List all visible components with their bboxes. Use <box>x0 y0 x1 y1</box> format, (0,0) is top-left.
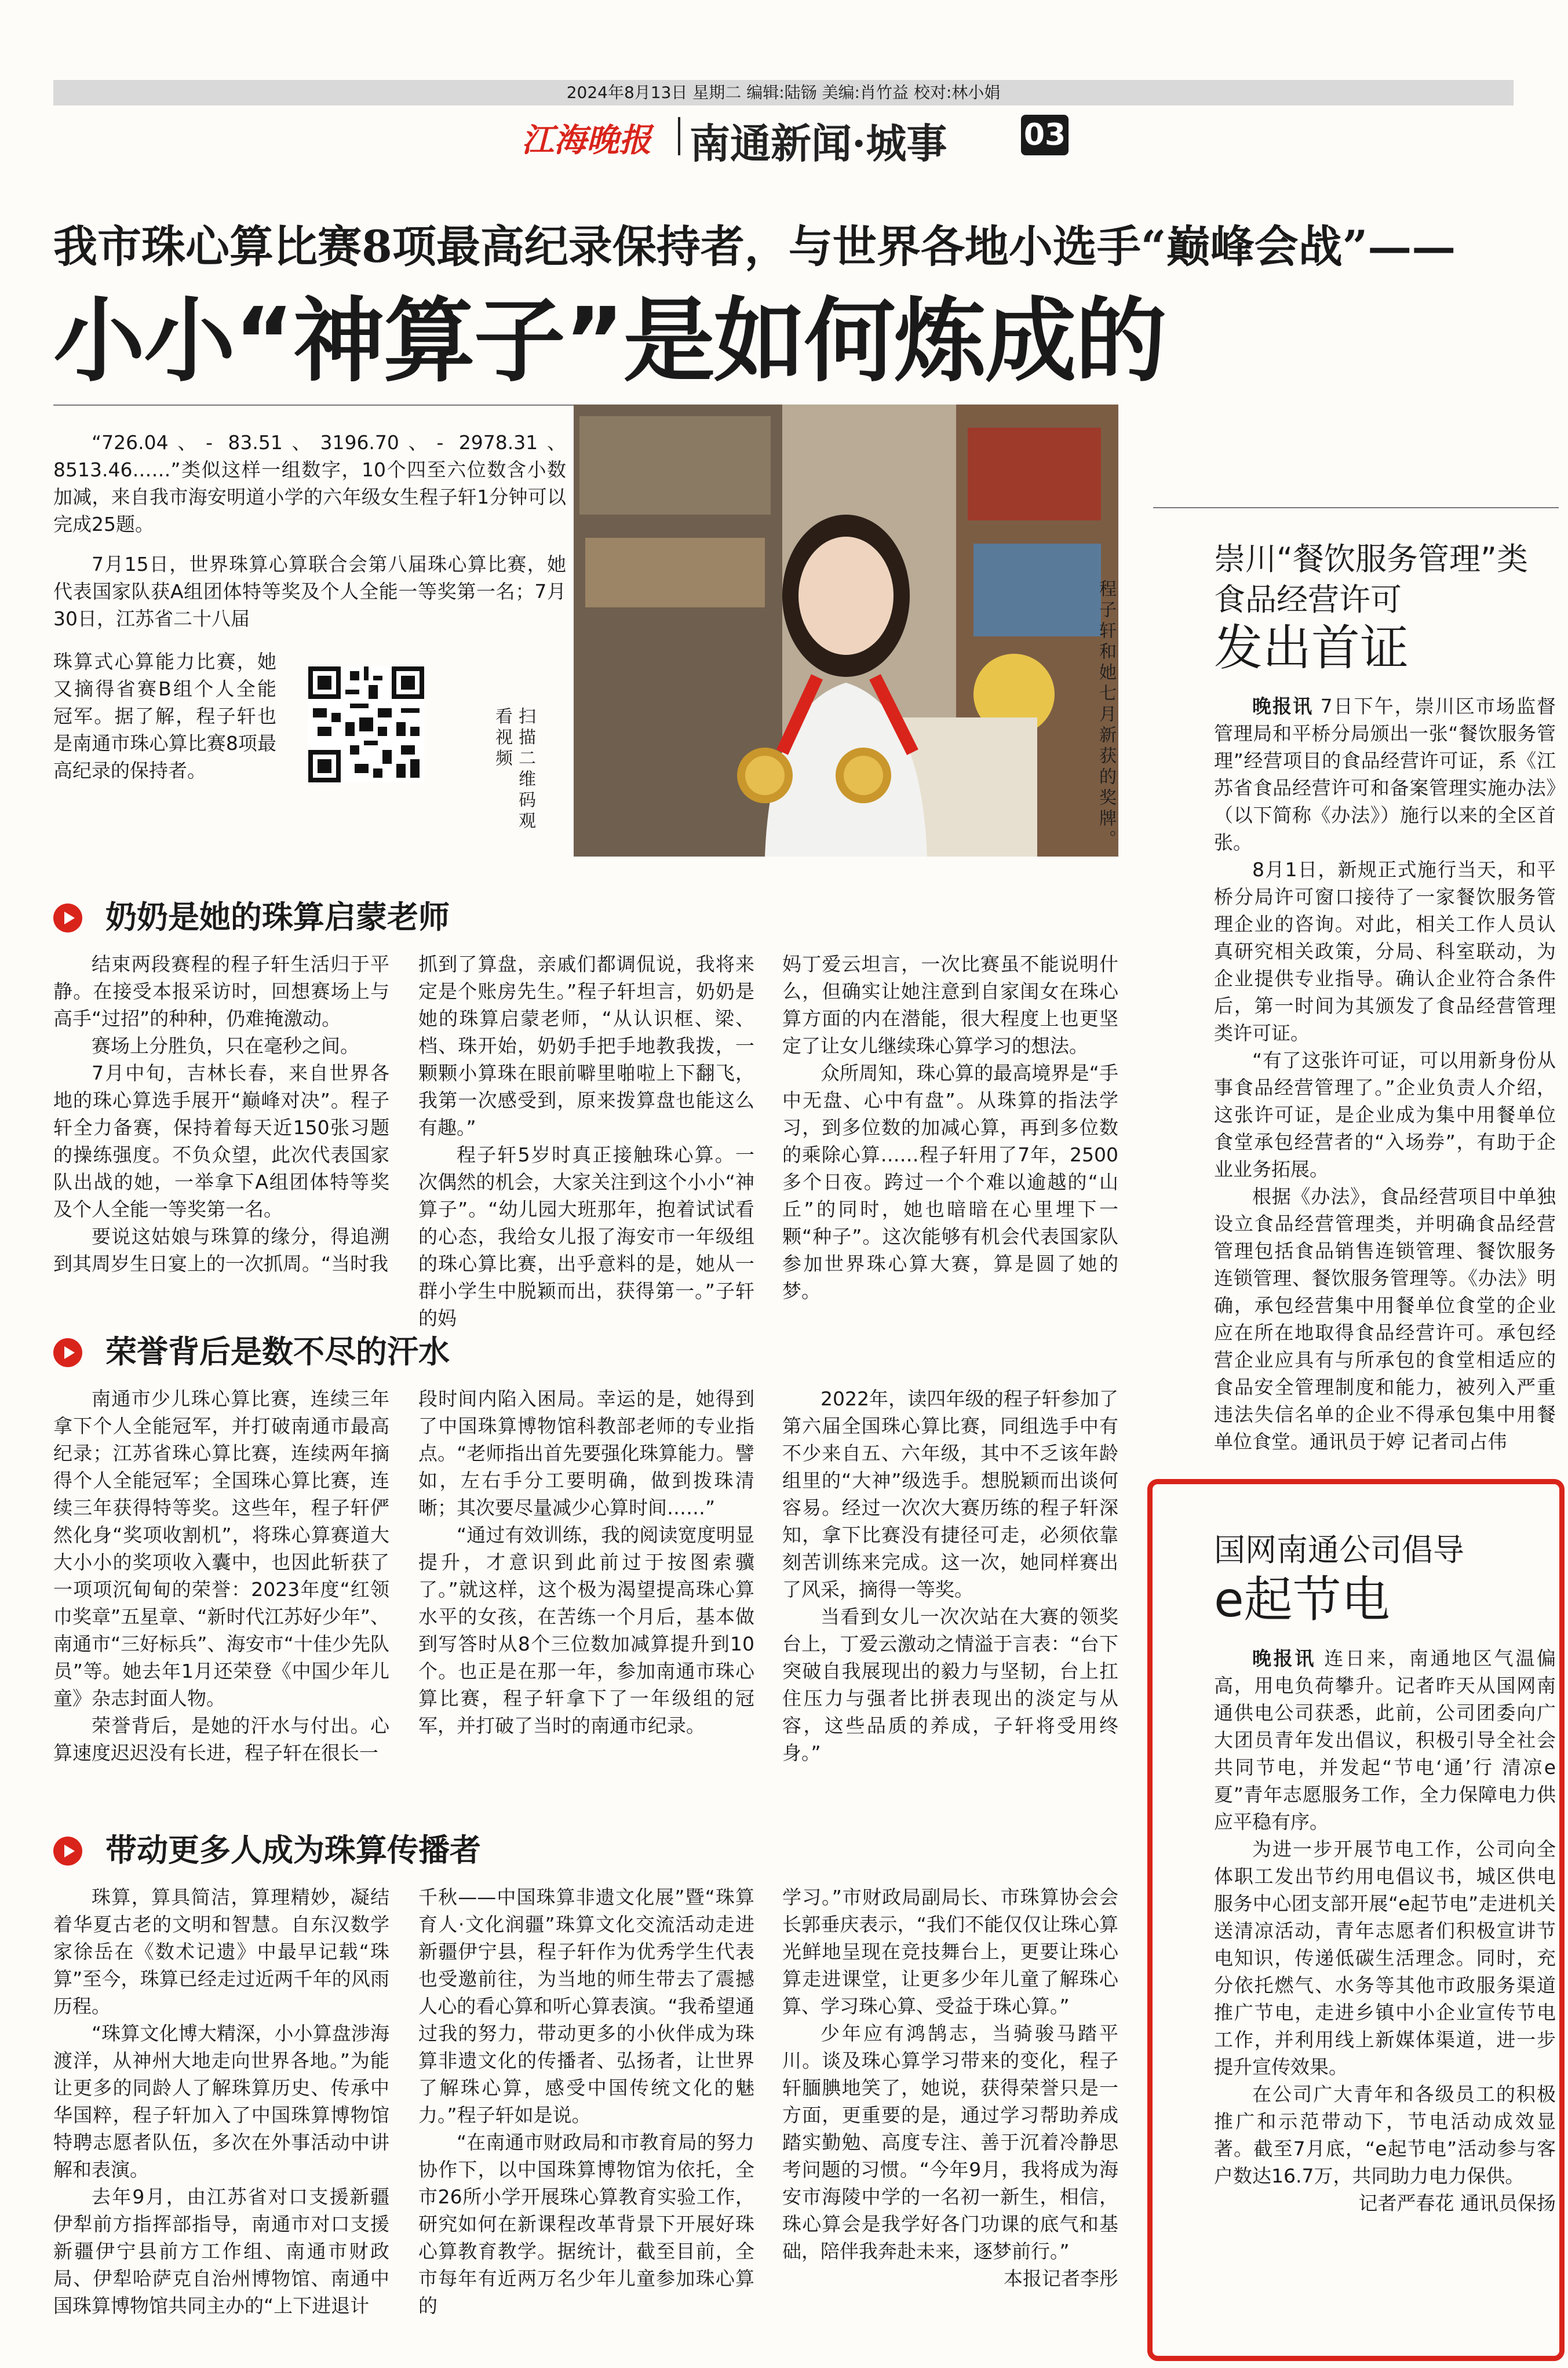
section1-col1: 结束两段赛程的程子轩生活归于平静。在接受本报采访时，回想赛场上与高手“过招”的种种，仍难掩激动。 赛场上分胜负，只在毫秒之间。 7月中旬，吉林长春，来自世界各地的珠心算选手展开“巅峰对决”。程子轩全力备赛，保持着每天近150张习题的操练强度。不负众望，此次代表国家队出战的她，一举拿下A组团体特等奖及个人全能一等奖第一名。 要说这姑娘与珠算的缘分，得追溯到其周岁生日宴上的一次抓周。“当时我 <box>53 953 389 1275</box>
section1-col2: 抓到了算盘，亲戚们都调侃说，我将来定是个账房先生。”程子轩坦言，奶奶是她的珠算启蒙老师，“从认识框、梁、档、珠开始，奶奶手把手地教我拨，一颗颗小算珠在眼前噼里啪啦上下翻飞，我第一次感受到，原来拨算盘也能这么有趣。” 程子轩5岁时真正接触珠心算。一次偶然的机会，大家关注到这个小小“神算子”。“幼儿园大班那年，抱着试试看的心态，我给女儿报了海安市一年级组的珠心算比赛，出乎意料的是，她从一群小学生中脱颖而出，获得第一。”子轩的妈 <box>418 953 754 1329</box>
section-heading-1: 奶奶是她的珠算启蒙老师 <box>53 892 450 937</box>
side1-body: 晚报讯 7日下午，崇川区市场监督管理局和平桥分局颁出一张“餐饮服务管理”经营项目的食品经营许可证，系《江苏省食品经营许可和备案管理实施办法》（以下简称《办法》）施行以来的全区首张。 8月1日，新规正式施行当天，和平桥分局许可窗口接待了一家餐饮服务管理企业的咨询。对此，相关工作人员认真研究相关政策，分局、科室联动，为企业提供专业指导。确认企业符合条件后，第一时间为其颁发了食品经营管理类许可证。 “有了这张许可证，可以用新身份从事食品经营管理了。”企业负责人介绍，这张许可证，是企业成为集中用餐单位食堂承包经营者的“入场券”，有助于企业业务拓展。 根据《办法》，食品经营项目中单独设立食品经营管理类，并明确食品经营管理包括食品销售连锁管理、餐饮服务连锁管理、餐饮服务管理等。《办法》明确，承包经营集中用餐单位食堂的企业应在所在地取得食品经营许可。承包经营企业应具有与所承包的食堂相适应的食品安全管理制度和能力，被列入严重违法失信名单的企业不得承包集中用餐单位食堂。通讯员于婷 记者司占伟 <box>1214 695 1556 1453</box>
newspaper-logo: 江海晚报 <box>522 121 651 159</box>
side2-title-line2: e起节电 <box>1214 1571 1390 1628</box>
issue-meta: 2024年8月13日 星期二 编辑:陆铴 美编:肖竹益 校对:林小娟 <box>566 83 1001 102</box>
section-heading-2: 荣誉背后是数不尽的汗水 <box>53 1327 450 1372</box>
section2-col3: 2022年，读四年级的程子轩参加了第六届全国珠心算比赛，同组选手中有不少来自五、六年级，其中不乏该年龄组里的“大神”级选手。想脱颖而出谈何容易。经过一次次大赛历练的程子轩深知，拿下比赛没有捷径可走，必须依靠刻苦训练来完成。这一次，她同样赛出了风采，摘得一等奖。 当看到女儿一次次站在大赛的领奖台上，丁爱云激动之情溢于言表：“台下突破自我展现出的毅力与坚韧，台上扛住压力与强者比拼表现出的淡定与从容，这些品质的养成，子轩将受用终身。” <box>782 1387 1118 1764</box>
side2-lead-tag: 晚报讯 <box>1252 1647 1317 1670</box>
side2-body: 晚报讯 连日来，南通地区气温偏高，用电负荷攀升。记者昨天从国网南通供电公司获悉，此前，公司团委向广大团员青年发出倡议，积极引导全社会共同节电，并发起“节电‘通’行 清凉e夏”青年志愿服务工作，全力保障电力供应平稳有序。 为进一步开展节电工作，公司向全体职工发出节约用电倡议书，城区供电服务中心团支部开展“e起节电”走进机关送清凉活动，青年志愿者们积极宣讲节电知识，传递低碳生活理念。同时，充分依托燃气、水务等其他市政服务渠道推广节电，走进乡镇中小企业宣传节电工作，并利用线上新媒体渠道，进一步提升宣传效果。 在公司广大青年和各级员工的积极推广和示范带动下，节电活动成效显著。截至7月底，“e起节电”活动参与客户数达16.7万，共同助力电力保供。 记者严春花 通讯员保扬 <box>1214 1645 1556 2217</box>
section2-col2: 段时间内陷入困局。幸运的是，她得到了中国珠算博物馆科教部老师的专业指点。“老师指出首先要强化珠算能力。譬如，左右手分工要明确，做到拨珠清晰；其次要尽量减少心算时间……” “通过有效训练，我的阅读宽度明显提升，才意识到此前过于按图索骥了。”就这样，这个极为渴望提高珠心算水平的女孩，在苦练一个月后，基本做到写答时从8个三位数加减算提升到10个。也正是在那一年，参加南通市珠心算比赛，程子轩拿下了一年级组的冠军，并打破了当时的南通市纪录。 <box>418 1387 754 1737</box>
lead-paragraph-1: “726.04、- 83.51、3196.70、- 2978.31、8513.46……”类似这样一组数字，10个四至六位数含小数加减，来自我市海安明道小学的六年级女生程子轩1分钟可以完成25题。 <box>53 431 566 535</box>
section3-col3: 学习。”市财政局副局长、市珠算协会会长郭垂庆表示，“我们不能仅仅让珠心算光鲜地呈现在竞技舞台上，更要让珠心算走进课堂，让更多少年儿童了解珠心算、学习珠心算、受益于珠心算。” 少年应有鸿鹄志，当骑骏马踏平川。谈及珠心算学习带来的变化，程子轩腼腆地笑了，她说，获得荣誉只是一方面，更重要的是，通过学习帮助养成踏实勤勉、高度专注、善于沉着冷静思考问题的习惯。“今年9月，我将成为海安市海陵中学的一名初一新生，相信，珠心算会是我学好各门功课的底气和基础，陪伴我奔赴未来，逐梦前行。” 本报记者李彤 <box>782 1884 1118 2292</box>
section-name: 南通新闻·城事 <box>690 119 947 167</box>
article-title: 小小“神算子”是如何炼成的 <box>53 288 1166 395</box>
section3-col2: 千秋——中国珠算非遗文化展”暨“珠算育人·文化润疆”珠算文化交流活动走进新疆伊宁县，程子轩作为优秀学生代表也受邀前往，为当地的师生带去了震撼人心的看心算和听心算表演。“我希望通过我的努力，带动更多的小伙伴成为珠算非遗文化的传播者、弘扬者，让世界了解珠心算，感受中国传统文化的魅力。”程子轩如是说。 “在南通市财政局和市教育局的努力协作下，以中国珠算博物馆为依托，全市26所小学开展珠心算教育实验工作，研究如何在新课程改革背景下开展好珠心算教育教学。据统计，截至目前，全市每年有近两万名少年儿童参加珠心算的 <box>418 1886 754 2317</box>
section2-col1: 南通市少儿珠心算比赛，连续三年拿下个人全能冠军，并打破南通市最高纪录；江苏省珠心算比赛，连续两年摘得个人全能冠军；全国珠心算比赛，连续三年获得特等奖。这些年，程子轩俨然化身“奖项收割机”，将珠心算赛道大大小小的奖项收入囊中，也因此斩获了一项项沉甸甸的荣誉：2023年度“红领巾奖章”五星章、“新时代江苏好少年”、南通市“三好标兵”、海安市“十佳少先队员”等。她去年1月还荣登《中国少年儿童》杂志封面人物。 荣誉背后，是她的汗水与付出。心算速度迟迟没有长进，程子轩在很长一 <box>53 1387 389 1764</box>
lead-paragraph-3: 珠算式心算能力比赛，她又摘得省赛B组个人全能冠军。据了解，程子轩也是南通市珠心算比赛8项最高纪录的保持者。 <box>53 650 276 782</box>
play-bullet-icon <box>53 1837 82 1866</box>
section3-byline: 本报记者李彤 <box>1004 2267 1118 2290</box>
play-bullet-icon <box>53 1338 82 1367</box>
issue-meta-bar <box>53 80 1514 105</box>
side2-title-line1: 国网南通公司倡导 <box>1214 1532 1464 1568</box>
article-pre-title: 我市珠心算比赛8项最高纪录保持者，与世界各地小选手“巅峰会战”—— <box>53 221 1456 272</box>
masthead-divider <box>678 117 680 155</box>
photo-caption: 程子轩和她七月新获的奖牌。 <box>1096 580 1116 851</box>
side1-rule <box>1153 507 1559 508</box>
photo-girl-with-medals <box>574 405 1118 857</box>
side1-title-line1: 崇川“餐饮服务管理”类食品经营许可 <box>1214 541 1528 618</box>
section-heading-3: 带动更多人成为珠算传播者 <box>53 1826 481 1870</box>
play-bullet-icon <box>53 904 82 932</box>
section1-col3: 妈丁爱云坦言，一次比赛虽不能说明什么，但确实让她注意到自家闺女在珠心算方面的内在潜能，很大程度上也更坚定了让女儿继续珠心算学习的想法。 众所周知，珠心算的最高境界是“手中无盘、心中有盘”。从珠算的指法学习，到多位数的加减心算，再到多位数的乘除心算……程子轩用了7年，2500多个日夜。跨过一个个难以逾越的“山丘”的同时，她也暗暗在心里埋下一颗“种子”。这次能够有机会代表国家队参加世界珠心算大赛，算是圆了她的梦。 <box>782 953 1118 1302</box>
side2-byline: 记者严春花 通讯员保扬 <box>1358 2192 1556 2214</box>
section3-col1: 珠算，算具简洁，算理精妙，凝结着华夏古老的文明和智慧。自东汉数学家徐岳在《数术记遗》中最早记载“珠算”至今，珠算已经走过近两千年的风雨历程。 “珠算文化博大精深，小小算盘涉海渡洋，从神州大地走向世界各地。”为能让更多的同龄人了解珠算历史、传承中华国粹，程子轩加入了中国珠算博物馆特聘志愿者队伍，多次在外事活动中讲解和表演。 去年9月，由江苏省对口支援新疆伊犁前方指挥部指导，南通市对口支援新疆伊宁县前方工作组、南通市财政局、伊犁哈萨克自治州博物馆、南通中国珠算博物馆共同主办的“上下进退计 <box>53 1886 389 2317</box>
side1-lead-tag: 晚报讯 <box>1252 695 1314 717</box>
side1-title-line2: 发出首证 <box>1214 620 1409 676</box>
masthead <box>0 109 1568 167</box>
qr-code-image[interactable] <box>308 666 424 782</box>
lead-paragraph-2: 7月15日，世界珠算心算联合会第八届珠心算比赛，她代表国家队获A组团体特等奖及个人全能一等奖第一名；7月30日，江苏省二十八届 <box>53 553 566 630</box>
qr-caption: 扫描二维码观看视频 <box>492 707 535 832</box>
page-number: 03 <box>1021 115 1069 155</box>
photo-illustration <box>574 405 1118 857</box>
